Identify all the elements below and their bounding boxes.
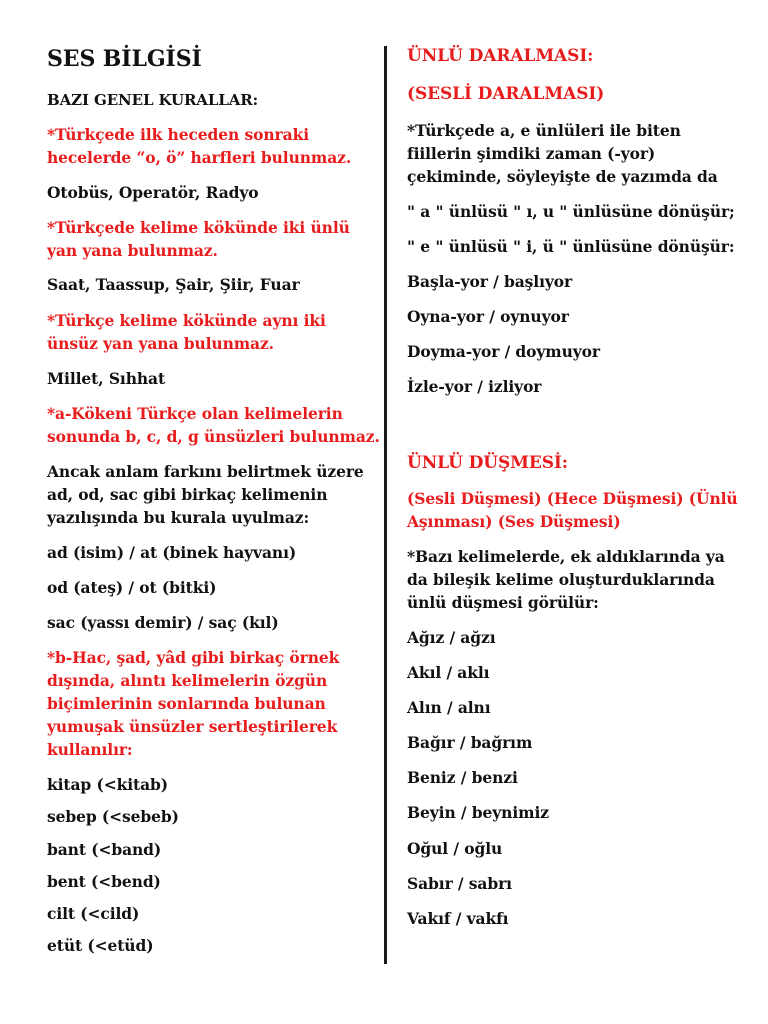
example-line: Oyna-yor / oynuyor [407, 307, 569, 326]
desc-line: *Bazı kelimelerde, ek aldıklarında ya [407, 547, 725, 566]
example-line: Akıl / aklı [407, 663, 490, 682]
rule-line: *b-Hac, şad, yâd gibi birkaç örnek [47, 648, 340, 667]
rule-line: *Türkçede kelime kökünde iki ünlü [47, 218, 350, 237]
example-line: Beniz / benzi [407, 768, 518, 787]
rule-line: yan yana bulunmaz. [47, 241, 218, 260]
column-divider [384, 46, 387, 964]
section-subtitle: BAZI GENEL KURALLAR: [47, 91, 259, 109]
section-heading: (SESLİ DARALMASI) [407, 84, 605, 104]
desc-line: çekiminde, söyleyişte de yazımda da [407, 167, 718, 186]
alias-line: (Sesli Düşmesi) (Hece Düşmesi) (Ünlü [407, 489, 738, 508]
rule-line: *a-Kökeni Türkçe olan kelimelerin [47, 404, 343, 423]
desc-line: da bileşik kelime oluşturduklarında [407, 570, 715, 589]
example-line: od (ateş) / ot (bitki) [47, 578, 217, 597]
rule-line: ünsüz yan yana bulunmaz. [47, 334, 274, 353]
example-line: Millet, Sıhhat [47, 369, 166, 388]
desc-line: fiillerin şimdiki zaman (-yor) [407, 144, 656, 163]
page-title: SES BİLGİSİ [47, 46, 202, 72]
section-heading: ÜNLÜ DARALMASI: [407, 46, 594, 66]
rule-line: kullanılır: [47, 740, 133, 759]
example-line: Bağır / bağrım [407, 733, 533, 752]
example-line: cilt (<cild) [47, 904, 140, 923]
example-line: bant (<band) [47, 840, 162, 859]
rule-line: biçimlerinin sonlarında bulunan [47, 694, 326, 713]
rule-line: *Türkçede ilk heceden sonraki [47, 125, 309, 144]
example-line: ad (isim) / at (binek hayvanı) [47, 543, 297, 562]
note-line: Ancak anlam farkını belirtmek üzere [47, 462, 364, 481]
example-line: Vakıf / vakfı [407, 909, 509, 928]
note-line: ad, od, sac gibi birkaç kelimenin [47, 485, 328, 504]
example-line: Otobüs, Operatör, Radyo [47, 183, 259, 202]
example-line: kitap (<kitab) [47, 775, 168, 794]
rule-line: " a " ünlüsü " ı, u " ünlüsüne dönüşür; [407, 202, 735, 221]
example-line: İzle-yor / izliyor [407, 377, 542, 396]
rule-line: " e " ünlüsü " i, ü " ünlüsüne dönüşür: [407, 237, 735, 256]
rule-line: dışında, alıntı kelimelerin özgün [47, 671, 328, 690]
section-heading: ÜNLÜ DÜŞMESİ: [407, 453, 568, 473]
desc-line: *Türkçede a, e ünlüleri ile biten [407, 121, 681, 140]
rule-line: yumuşak ünsüzler sertleştirilerek [47, 717, 338, 736]
alias-line: Aşınması) (Ses Düşmesi) [407, 512, 621, 531]
example-line: Saat, Taassup, Şair, Şiir, Fuar [47, 275, 300, 294]
example-line: Beyin / beynimiz [407, 803, 549, 822]
example-line: Doyma-yor / doymuyor [407, 342, 600, 361]
example-line: Oğul / oğlu [407, 839, 503, 858]
example-line: bent (<bend) [47, 872, 161, 891]
example-line: sac (yassı demir) / saç (kıl) [47, 613, 279, 632]
rule-line: hecelerde “o, ö” harfleri bulunmaz. [47, 148, 352, 167]
example-line: Alın / alnı [407, 698, 491, 717]
example-line: Ağız / ağzı [407, 628, 496, 647]
example-line: sebep (<sebeb) [47, 807, 179, 826]
note-line: yazılışında bu kurala uyulmaz: [47, 508, 310, 527]
example-line: etüt (<etüd) [47, 936, 154, 955]
rule-line: sonunda b, c, d, g ünsüzleri bulunmaz. [47, 427, 380, 446]
desc-line: ünlü düşmesi görülür: [407, 593, 599, 612]
example-line: Sabır / sabrı [407, 874, 512, 893]
rule-line: *Türkçe kelime kökünde aynı iki [47, 311, 326, 330]
example-line: Başla-yor / başlıyor [407, 272, 573, 291]
